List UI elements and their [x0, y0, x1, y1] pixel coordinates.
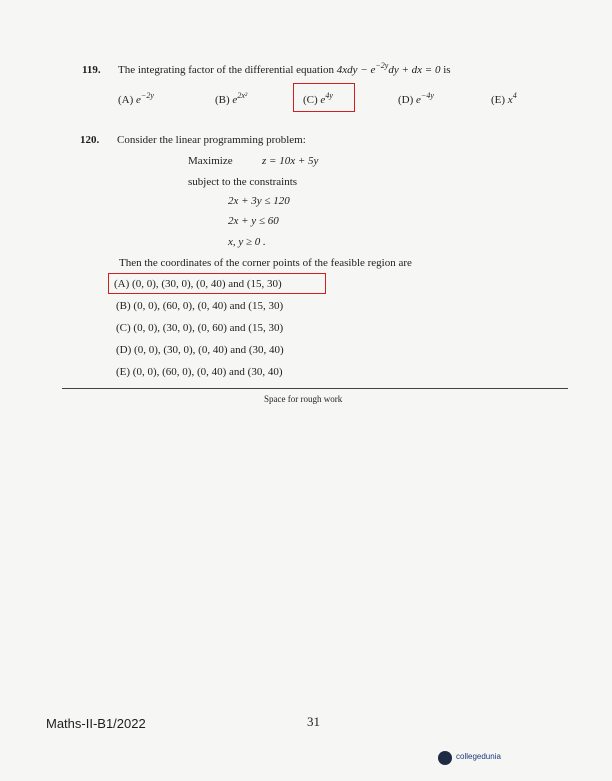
constraint: 2x + 3y ≤ 120	[228, 195, 290, 207]
watermark-logo-text: collegedunia	[456, 752, 501, 761]
option-c: (C) (0, 0), (30, 0), (0, 60) and (15, 30)	[116, 322, 284, 334]
logo-icon	[438, 751, 452, 765]
rough-work-label: Space for rough work	[264, 394, 343, 404]
option-a: (A) (0, 0), (30, 0), (0, 40) and (15, 30)	[114, 278, 282, 290]
equation-end: is	[443, 64, 451, 76]
paper-code: Maths-II-B1/2022	[46, 716, 146, 731]
question-stem: The integrating factor of the differential equation	[118, 64, 335, 76]
option-b: (B) (0, 0), (60, 0), (0, 40) and (15, 30)	[116, 300, 284, 312]
question-text: Consider the linear programming problem:	[117, 134, 306, 146]
option-b: (B) $e^{2x^2}$	[215, 91, 248, 106]
answer-highlight-box	[293, 83, 355, 112]
question-text	[118, 61, 451, 76]
question-number: 119.	[82, 64, 101, 76]
page-number: 31	[307, 714, 320, 729]
option-c: (C) $e^{4y}$	[303, 91, 333, 106]
option-d: (D) $e^{-4y}$	[398, 91, 434, 106]
constraint: x, y ≥ 0 .	[228, 236, 266, 248]
constraint: 2x + y ≤ 60	[228, 215, 279, 227]
maximize-label: Maximize	[188, 155, 233, 167]
option-e: (E) (0, 0), (60, 0), (0, 40) and (30, 40)	[116, 366, 283, 378]
divider-line	[62, 388, 568, 389]
question-number: 120.	[80, 134, 100, 146]
followup-text: Then the coordinates of the corner points of the feasible region are	[119, 257, 412, 269]
option-d: (D) (0, 0), (30, 0), (0, 40) and (30, 40)	[116, 344, 284, 356]
objective-function: z = 10x + 5y	[262, 155, 319, 167]
equation: $4xdy - e^{-2y}dy$ + dx = 0	[336, 61, 441, 76]
constraints-label: subject to the constraints	[188, 176, 298, 188]
option-e: (E) $x^4$	[491, 91, 517, 106]
answer-highlight-box	[108, 273, 326, 294]
option-a: (A) $e^{-2y}$	[118, 91, 154, 106]
